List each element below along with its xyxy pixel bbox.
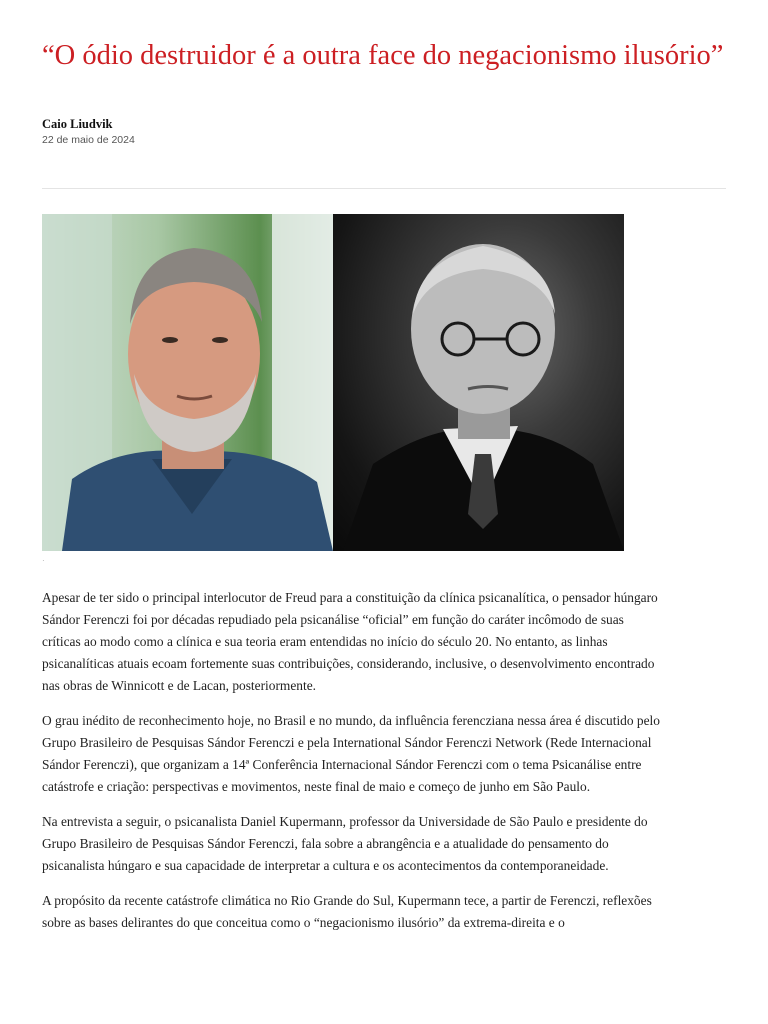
portrait-left-illustration: [42, 214, 333, 551]
photo-left-portrait: [42, 214, 333, 551]
paragraph: A propósito da recente catástrofe climática no Rio Grande do Sul, Kupermann tece, a partir de Ferenczi, reflexões sobre as bases delirantes do que conceitua como o “negacionismo ilusório” da extrema-direita e o: [42, 893, 652, 930]
paragraph: O grau inédito de reconhecimento hoje, no Brasil e no mundo, da influência ferencziana nessa área é discutido pelo Grupo Brasileiro de Pesquisas Sándor Ferenczi e pela International Sándor Ferenczi Network (Rede Internacional Sándor Ferenczi), que organizam a 14ª Conferência Internacional Sándor Ferenczi com o tema Psicanálise entre catástrofe e criação: perspectivas e movimentos, neste final de maio e começo de junho em São Paulo.: [42, 713, 660, 794]
article-body: [42, 587, 662, 947]
publish-date: 22 de maio de 2024: [42, 134, 135, 146]
photo-right-portrait: [333, 214, 624, 551]
portrait-right-illustration: [333, 214, 624, 551]
divider: [42, 188, 726, 189]
photo-caption: ·: [42, 556, 45, 565]
author-name[interactable]: Caio Liudvik: [42, 117, 113, 131]
paragraph: Na entrevista a seguir, o psicanalista Daniel Kupermann, professor da Universidade de São Paulo e presidente do Grupo Brasileiro de Pesquisas Sándor Ferenczi, fala sobre a abrangência e a atualidade do pensamento do psicanalista húngaro e sua capacidade de interpretar a cultura e os acontecimentos da contemporaneidade.: [42, 814, 648, 873]
article-photo: [42, 214, 624, 551]
article-title: “O ódio destruidor é a outra face do negacionismo ilusório”: [42, 40, 724, 71]
paragraph: Apesar de ter sido o principal interlocutor de Freud para a constituição da clínica psicanalítica, o pensador húngaro Sándor Ferenczi foi por décadas repudiado pela psicanálise “oficial” em função do caráter incômodo de suas críticas ao modo como a clínica e sua teoria eram entendidas no início do século 20. No entanto, as linhas psicanalíticas atuais ecoam fortemente suas contribuições, considerando, inclusive, o desenvolvimento encontrado nas obras de Winnicott e de Lacan, posteriormente.: [42, 590, 658, 693]
